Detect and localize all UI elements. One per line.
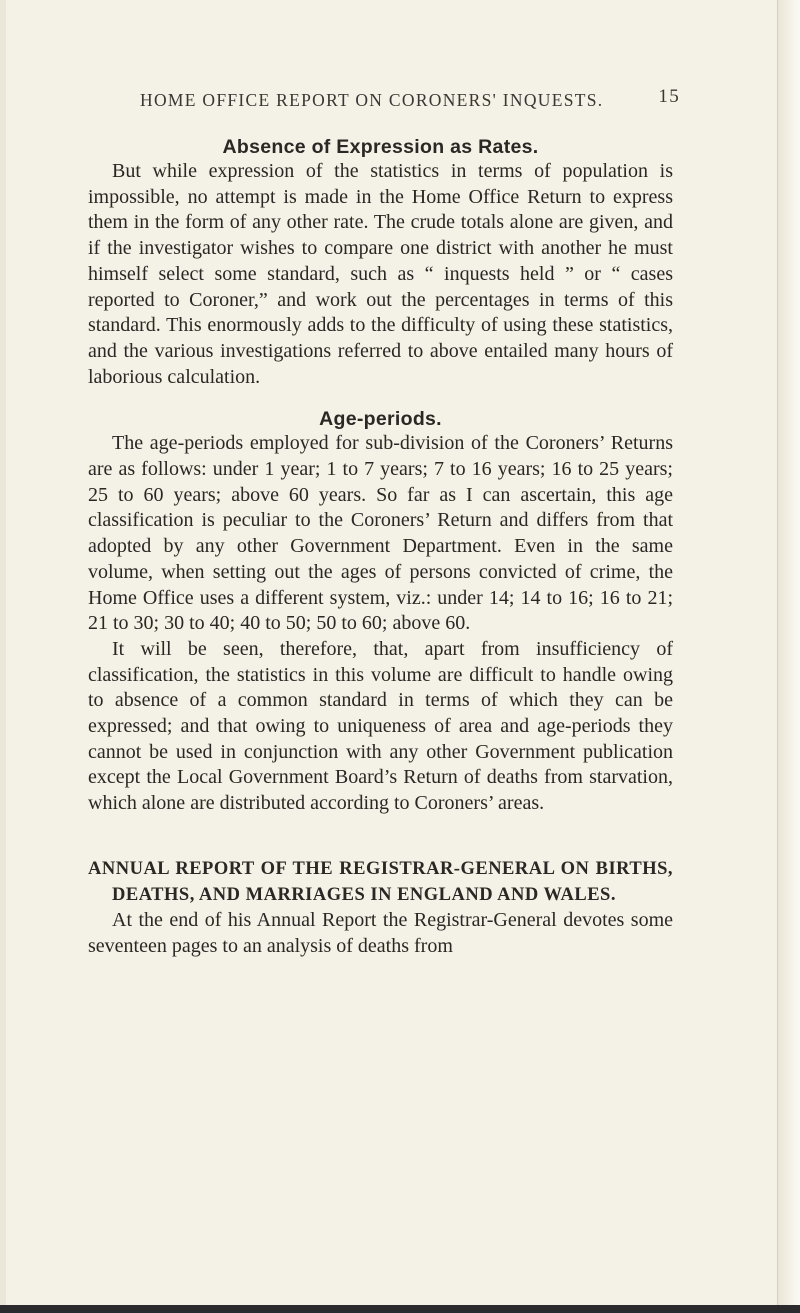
spacer (88, 390, 673, 408)
paragraph-age-periods-2: It will be seen, therefore, that, apart from insufficiency of classification, the statistics in this volume are difficult to handle owing to absence of a common standard in terms of which they can be expressed; and that owing to uniqueness of area and age-periods they cannot be used in conjunction with any other Government publication except the Local Government Board’s Return of deaths from starvation, which alone are distributed according to Coroners’ areas. (88, 637, 673, 815)
section-heading-registrar-general: ANNUAL REPORT OF THE REGISTRAR-GENERAL ON BIRTHS, DEATHS, AND MARRIAGES IN ENGLAND AND WALES. (88, 858, 673, 905)
page-left-edge (0, 0, 6, 1313)
section-heading-absence-of-expression: Absence of Expression as Rates. (222, 136, 539, 158)
page-body (88, 136, 673, 960)
section-heading-age-periods: Age-periods. (319, 408, 442, 431)
page-right-edge (777, 0, 800, 1313)
paragraph-age-periods-1: The age-periods employed for sub-division of the Coroners’ Returns are as follows: under 1 year; 1 to 7 years; 7 to 16 years; 16 to 25 years; 25 to 60 years; above 60 years. So far as I can ascertain, this age classification is peculiar to the Coroners’ Return and differs from that adopted by any other Government Department. Even in the same volume, when setting out the ages of persons convicted of crime, the Home Office uses a different system, viz.: under 14; 14 to 16; 16 to 21; 21 to 30; 30 to 40; 40 to 50; 50 to 60; above 60. (88, 432, 673, 635)
paragraph-registrar-general: At the end of his Annual Report the Registrar-General devotes some seventeen pages to an analysis of deaths from (88, 909, 673, 957)
spacer (88, 817, 673, 857)
paragraph-absence-of-expression: But while expression of the statistics in terms of population is impossible, no attempt is made in the Home Office Return to express them in the form of any other rate. The crude totals alone are given, and if the investigator wishes to compare one district with another he must himself select some standard, such as “ inquests held ” or “ cases reported to Coroner,” and work out the percentages in terms of this standard. This enormously adds to the difficulty of using these statistics, and the various investigations referred to above entailed many hours of laborious calculation. (88, 160, 673, 388)
bottom-page-rule (0, 1305, 800, 1313)
running-head-title: HOME OFFICE REPORT ON CORONERS' INQUESTS. (140, 90, 604, 110)
page-number: 15 (658, 86, 680, 107)
